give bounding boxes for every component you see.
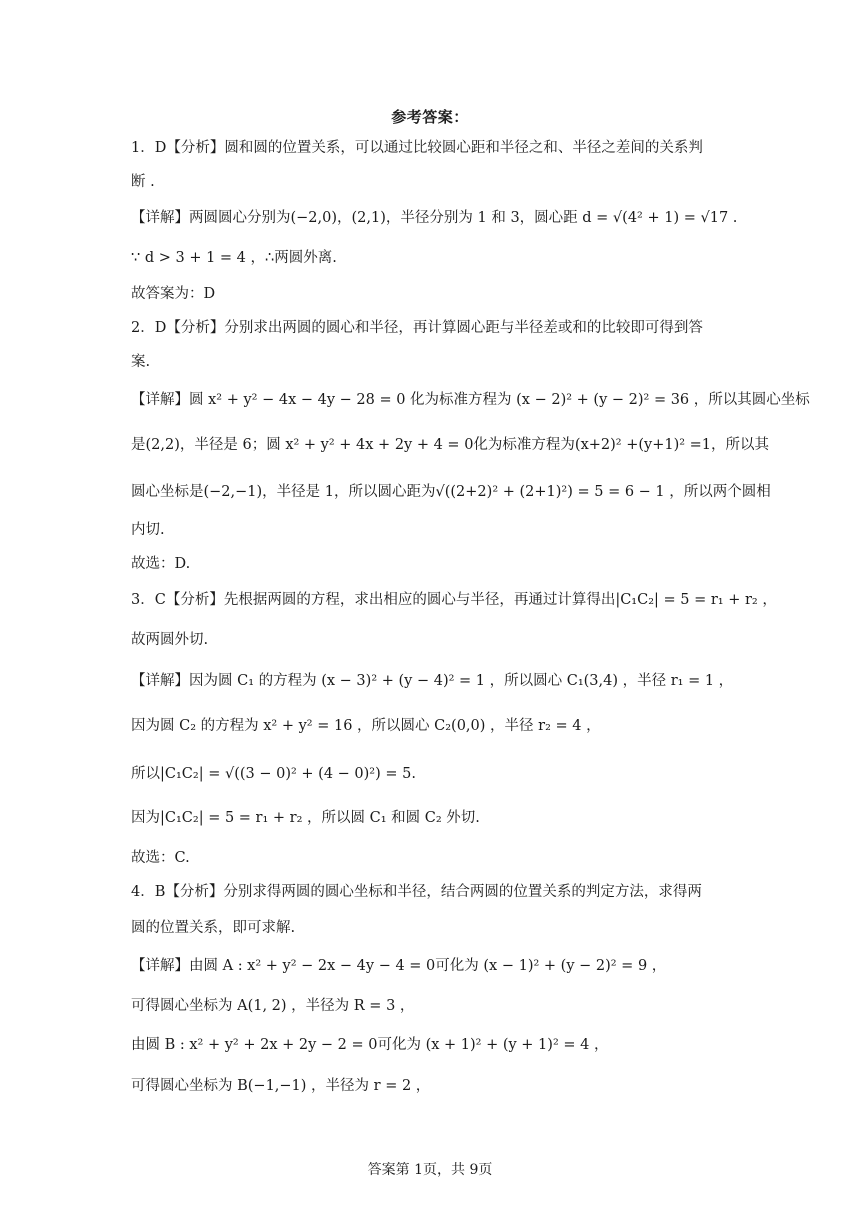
text-line: 所以|C₁C₂| = √((3 − 0)² + (4 − 0)²) = 5.: [131, 766, 416, 782]
text-line: 故答案为：D: [131, 286, 216, 302]
text-line: 是(2,2)，半径是 6；圆 x² + y² + 4x + 2y + 4 = 0化为标准方程为(x+2)² +(y+1)² =1，所以其: [131, 437, 770, 453]
text-line: 故选：C.: [131, 850, 190, 866]
text-line: 由圆 B : x² + y² + 2x + 2y − 2 = 0可化为 (x + 1)² + (y + 1)² = 4 ，: [131, 1037, 609, 1053]
text-line: 因为圆 C₂ 的方程为 x² + y² = 16 ，所以圆心 C₂(0,0) ，半径 r₂ = 4 ，: [131, 718, 601, 734]
text-line: 内切.: [131, 522, 165, 538]
text-line: 可得圆心坐标为 A(1, 2) ，半径为 R = 3 ，: [131, 998, 415, 1014]
text-line: 故选：D.: [131, 556, 191, 572]
text-line: 【详解】圆 x² + y² − 4x − 4y − 28 = 0 化为标准方程为 (x − 2)² + (y − 2)² = 36 ，所以其圆心坐标: [131, 392, 810, 408]
text-line: 2．D【分析】分别求出两圆的圆心和半径，再计算圆心距与半径差或和的比较即可得到答: [131, 320, 703, 336]
text-line: 圆心坐标是(−2,−1)，半径是 1，所以圆心距为√((2+2)² + (2+1)²) = 5 = 6 − 1 ，所以两个圆相: [131, 484, 771, 500]
text-line: 1．D【分析】圆和圆的位置关系，可以通过比较圆心距和半径之和、半径之差间的关系判: [131, 140, 703, 156]
text-line: 【详解】因为圆 C₁ 的方程为 (x − 3)² + (y − 4)² = 1 ，所以圆心 C₁(3,4) ，半径 r₁ = 1 ，: [131, 673, 734, 689]
page-title: 参考答案：: [391, 108, 469, 126]
text-line: 【详解】由圆 A : x² + y² − 2x − 4y − 4 = 0可化为 (x − 1)² + (y − 2)² = 9 ，: [131, 958, 667, 974]
text-line: 因为|C₁C₂| = 5 = r₁ + r₂ ，所以圆 C₁ 和圆 C₂ 外切.: [131, 810, 480, 826]
text-line: 4．B【分析】分别求得两圆的圆心坐标和半径，结合两圆的位置关系的判定方法，求得两: [131, 884, 702, 900]
text-line: ∵ d > 3 + 1 = 4 ，∴两圆外离.: [131, 250, 337, 266]
text-line: 案.: [131, 354, 151, 370]
text-line: 故两圆外切.: [131, 632, 209, 648]
page-footer: 答案第 1页，共 9页: [367, 1162, 493, 1178]
text-line: 3．C【分析】先根据两圆的方程，求出相应的圆心与半径，再通过计算得出|C₁C₂| = 5 = r₁ + r₂ ，: [131, 592, 777, 608]
text-line: 可得圆心坐标为 B(−1,−1) ，半径为 r = 2 ，: [131, 1078, 431, 1094]
text-line: 【详解】两圆圆心分别为(−2,0)，(2,1)，半径分别为 1 和 3，圆心距 d = √(4² + 1) = √17 .: [131, 210, 738, 226]
text-line: 圆的位置关系，即可求解.: [131, 920, 296, 936]
text-line: 断 .: [131, 174, 155, 190]
